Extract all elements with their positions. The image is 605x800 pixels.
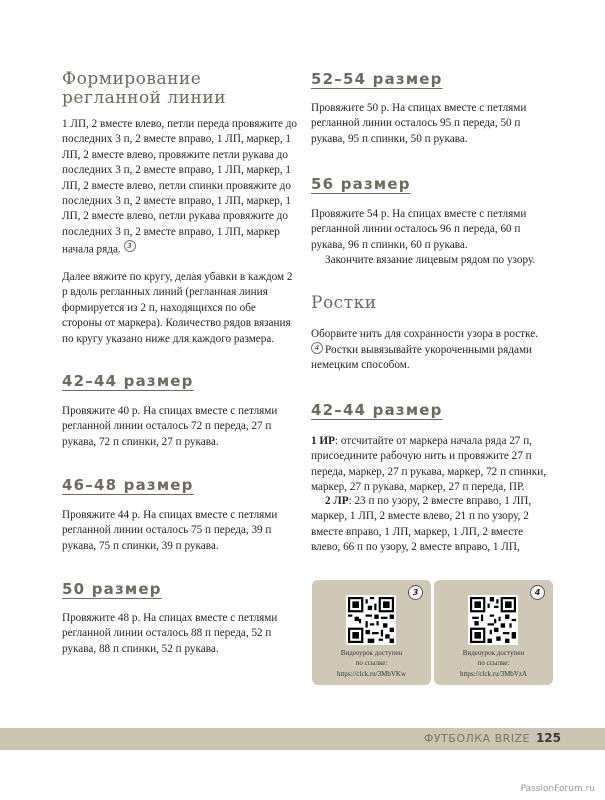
qr-link[interactable]: https://clck.ru/3MbVzA: [459, 670, 528, 678]
video-number-badge: 4: [530, 585, 545, 600]
qr-link[interactable]: https://clck.ru/3MbVKw: [336, 670, 407, 678]
page-number: 125: [535, 731, 561, 745]
rost-instructions-2: Ростки вывязывайте укороченными рядами немецким способом.: [311, 344, 533, 372]
size-text-46-48: Провяжите 44 р. На спицах вместе с петлями регланной линии осталось 75 п переда, 39 п рукава, 75 п спинки, 39 п рукава.: [62, 509, 278, 552]
section-title-rost: Ростки: [311, 293, 377, 313]
qr-caption-line1: Видеоурок доступен: [462, 649, 525, 657]
qr-code-icon[interactable]: [468, 595, 518, 645]
row-2-instructions: 2 ЛР: 23 п по узору, 2 вместе вправо, 1 ЛП, маркер, 1 ЛП, 2 вместе влево, 21 п по узору, 2 вместе вправо, 1 ЛП, маркер, 1 ЛП, 2 вместе влево, 66 п по узору, 2 вместе вправо, 1 ЛП,: [311, 495, 532, 554]
size-heading-42-44: 42–44 размер: [62, 372, 194, 390]
size-text-42-44: Провяжите 40 р. На спицах вместе с петлями регланной линии осталось 72 п переда, 27 п рукава, 72 п спинки, 27 п рукава.: [62, 405, 278, 448]
qr-caption-line1: Видеоурок доступен: [340, 649, 403, 657]
video-ref-icon: 4: [311, 342, 323, 354]
qr-caption-line2: по ссылке:: [477, 659, 510, 667]
qr-caption-line2: по ссылке:: [355, 659, 388, 667]
size-heading-52-54: 52–54 размер: [311, 70, 443, 88]
watermark: PassionForum.ru: [520, 784, 595, 794]
video-ref-icon: 3: [124, 240, 136, 252]
qr-code-icon[interactable]: [346, 595, 396, 645]
size-heading-56: 56 размер: [311, 175, 411, 193]
row-1-instructions: 1 ИР: отсчитайте от маркера начала ряда 27 п, присоедините рабочую нить и провяжите 27 п переда, маркер, 27 п рукава, маркер, 72 п спинки, маркер, 27 п рукава, маркер, 27 п переда, ПР.: [311, 435, 547, 494]
section-title-raglan: Формирование регланной линии: [62, 69, 227, 108]
size-text-56: Провяжите 54 р. На спицах вместе с петлями регланной линии осталось 96 п переда, 60 п рукава, 96 п спинки, 60 п рукава.: [311, 208, 527, 251]
size-heading-42-44-rost: 42–44 размер: [311, 401, 443, 419]
raglan-instructions: 1 ЛП, 2 вместе влево, петли переда провяжите до последних 3 п, 2 вместе вправо, 1 ЛП, маркер, 1 ЛП, 2 вместе влево, провяжите петли рукава до последних 3 п, 2 вместе вправо, 1 ЛП, маркер, 1 ЛП, 2 вместе влево, петли спинки провяжите до последних 3 п, 2 вместе вправо, 1 ЛП, маркер, 1 ЛП, 2 вместе влево, петли рукава провяжите до последних 3 п, 2 вместе вправо, 1 ЛП, маркер начала ряда. 3: [62, 118, 298, 256]
footer-title: ФУТБОЛКА BRIZE: [423, 732, 530, 745]
size-text-56-finish: Закончите вязание лицевым рядом по узору.: [325, 254, 536, 266]
rost-instructions-1: Оборвите нить для сохранности узора в ростке. 4: [311, 328, 538, 353]
raglan-round-instructions: Далее вяжите по кругу, делая убавки в каждом 2 р вдоль регланных линий (регланная линия формируется из 2 п, находящихся по обе стороны от маркера). Количество рядов вязания по кругу указано ниже для каждого размера.: [62, 271, 293, 345]
size-text-50: Провяжите 48 р. На спицах вместе с петлями регланной линии осталось 88 п переда, 52 п рукава, 88 п спинки, 52 п рукава.: [62, 612, 278, 655]
size-text-52-54: Провяжите 50 р. На спицах вместе с петлями регланной линии осталось 95 п переда, 50 п рукава, 95 п спинки, 50 п рукава.: [311, 102, 527, 145]
qr-card-3: [312, 580, 431, 685]
qr-card-4: [434, 580, 553, 685]
size-heading-46-48: 46–48 размер: [62, 476, 194, 494]
video-number-badge: 3: [408, 585, 423, 600]
page-footer: [0, 728, 605, 750]
size-heading-50: 50 размер: [62, 580, 162, 598]
